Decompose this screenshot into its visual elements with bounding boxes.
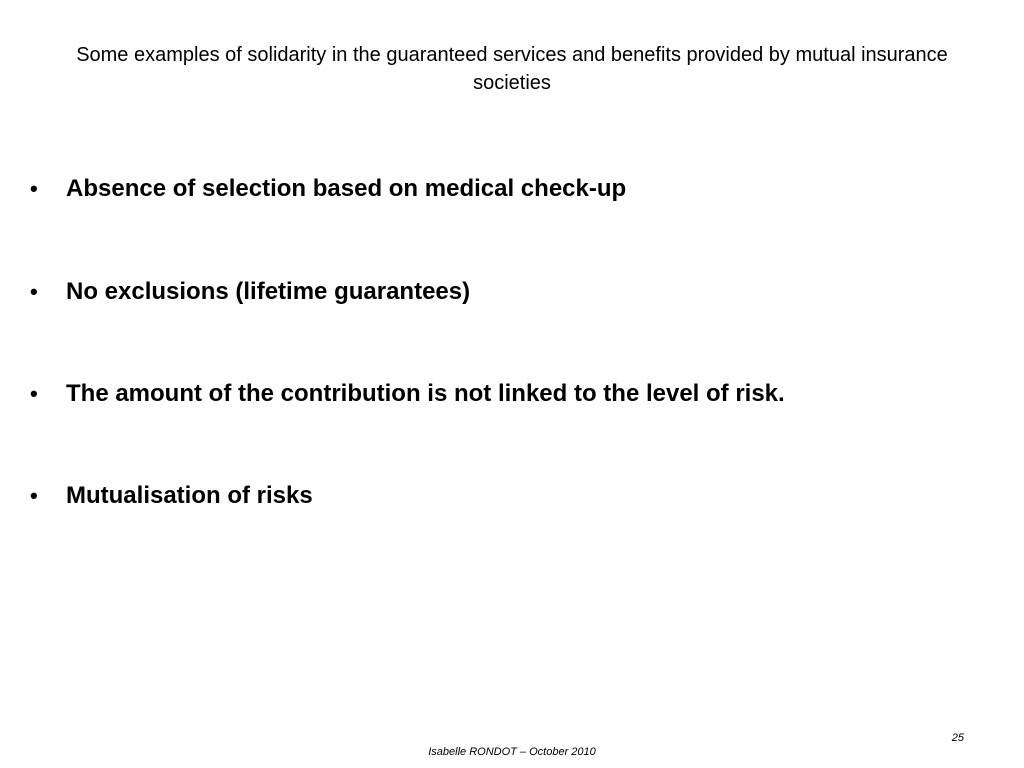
slide-title: Some examples of solidarity in the guaranteed services and benefits provided by mutual insurance societies — [76, 44, 948, 94]
bullet-text: Mutualisation of risks — [66, 482, 313, 509]
bullet-text: No exclusions (lifetime guarantees) — [66, 278, 471, 305]
bullet-item — [30, 478, 990, 514]
bullet-item — [30, 376, 990, 412]
bullet-icon: • — [30, 483, 38, 508]
bullet-item — [30, 274, 990, 310]
bullet-icon: • — [30, 381, 38, 406]
bullet-text: Absence of selection based on medical check-up — [66, 175, 627, 202]
bullet-icon: • — [30, 279, 38, 304]
bullet-text: The amount of the contribution is not linked to the level of risk. — [66, 380, 785, 407]
bullet-item — [30, 171, 990, 207]
bullet-icon: • — [30, 176, 38, 201]
page-number: 25 — [951, 732, 964, 744]
footer-author-date: Isabelle RONDOT – October 2010 — [428, 746, 596, 758]
